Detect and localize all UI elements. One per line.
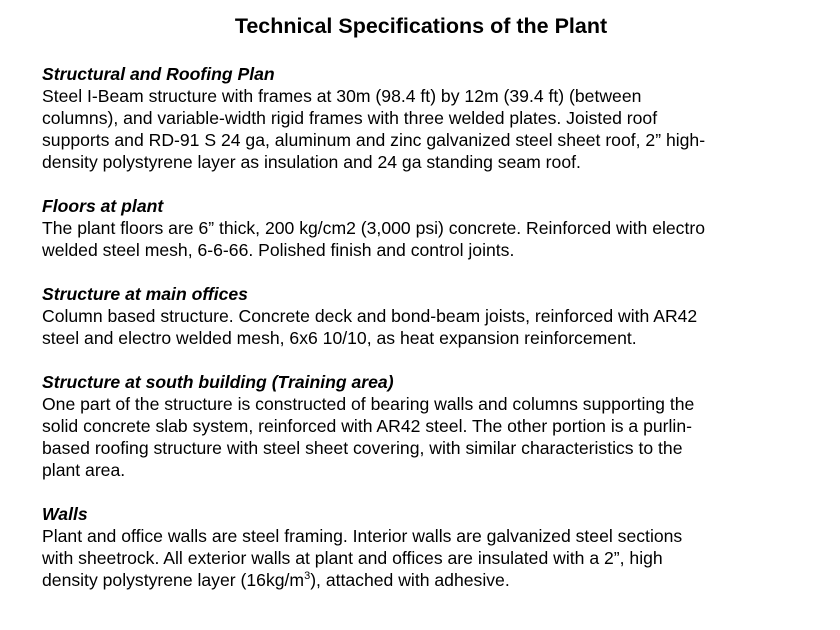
section-heading: Structure at south building (Training area) [42,372,394,392]
section-body [42,393,800,481]
body-line: columns), and variable-width rigid frames with three welded plates. Joisted roof [42,108,658,128]
document-title: Technical Specifications of the Plant [234,14,608,38]
body-text: ), attached with adhesive. [310,570,510,590]
body-line: Column based structure. Concrete deck and bond-beam joists, reinforced with AR42 [42,306,698,326]
body-line [42,569,800,591]
section-body [42,85,800,173]
section-heading: Floors at plant [42,196,164,216]
section-body [42,305,800,349]
section-body [42,525,800,591]
body-line: plant area. [42,460,126,480]
section-structural-roofing [42,63,800,173]
body-text: density polystyrene layer (16kg/m [42,570,305,590]
body-line: solid concrete slab system, reinforced with AR42 steel. The other portion is a purlin- [42,416,692,436]
body-line: welded steel mesh, 6-6-66. Polished finish and control joints. [42,240,515,260]
body-line: steel and electro welded mesh, 6x6 10/10, as heat expansion reinforcement. [42,328,637,348]
section-main-offices [42,283,800,349]
body-line: with sheetrock. All exterior walls at plant and offices are insulated with a 2”, high [42,548,663,568]
section-floors-at-plant [42,195,800,261]
body-line: density polystyrene layer as insulation and 24 ga standing seam roof. [42,152,581,172]
section-heading: Walls [42,504,88,524]
body-line: Plant and office walls are steel framing. Interior walls are galvanized steel sections [42,526,683,546]
body-line: Steel I-Beam structure with frames at 30m (98.4 ft) by 12m (39.4 ft) (between [42,86,642,106]
body-line: The plant floors are 6” thick, 200 kg/cm2 (3,000 psi) concrete. Reinforced with electro [42,218,706,238]
section-walls [42,503,800,591]
section-heading: Structure at main offices [42,284,248,304]
section-body [42,217,800,261]
section-heading: Structural and Roofing Plan [42,64,275,84]
body-line: One part of the structure is constructed of bearing walls and columns supporting the [42,394,695,414]
section-south-building [42,371,800,481]
body-line: based roofing structure with steel sheet covering, with similar characteristics to the [42,438,683,458]
superscript: 3 [304,570,311,583]
body-line: supports and RD-91 S 24 ga, aluminum and zinc galvanized steel sheet roof, 2” high- [42,130,706,150]
